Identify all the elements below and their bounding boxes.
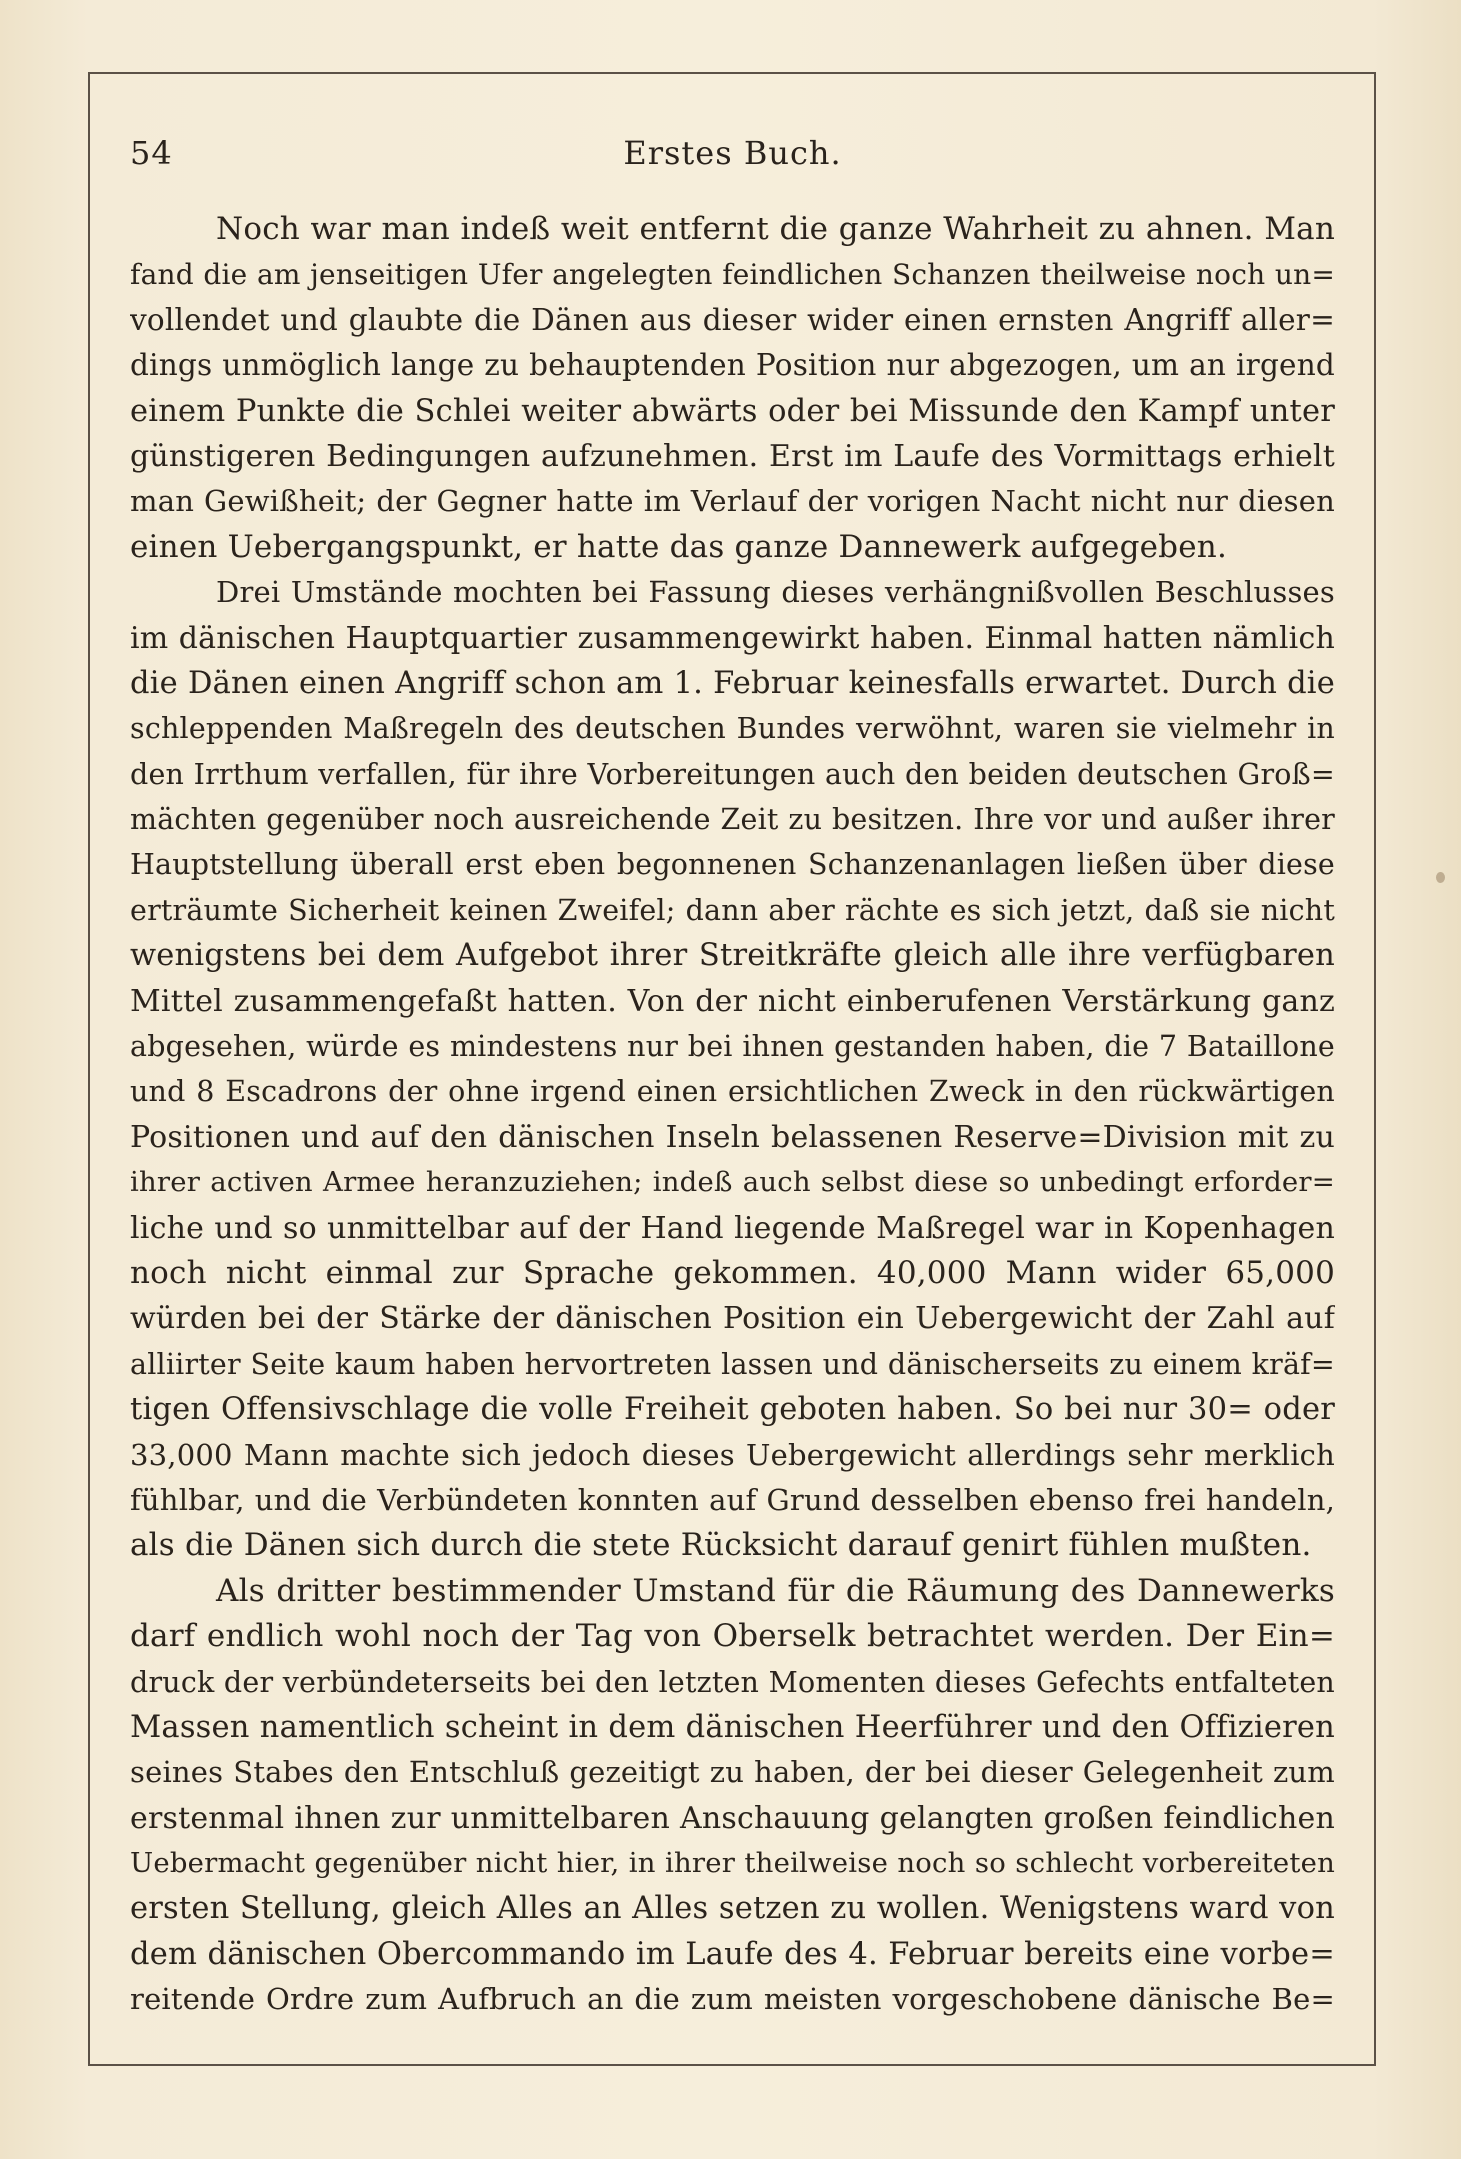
- text-line: Hauptstellung überall erst eben begonnenen Schanzenanlagen ließen über diese: [130, 848, 1335, 882]
- text-line: vollendet und glaubte die Dänen aus dieser wider einen ernsten Angriff aller=: [130, 302, 1335, 337]
- text-line: abgesehen, würde es mindestens nur bei ihnen gestanden haben, die 7 Bataillone: [130, 1030, 1335, 1064]
- text-line: im dänischen Hauptquartier zusammengewirkt haben. Einmal hatten nämlich: [130, 620, 1335, 656]
- text-line: Noch war man indeß weit entfernt die ganze Wahrheit zu ahnen. Man: [216, 211, 1335, 247]
- text-line: tigen Offensivschlage die volle Freiheit geboten haben. So bei nur 30= oder: [130, 1392, 1335, 1428]
- text-line: fand die am jenseitigen Ufer angelegten feindlichen Schanzen theilweise noch un=: [130, 258, 1335, 292]
- text-line: druck der verbündeterseits bei den letzten Momenten dieses Gefechts entfalteten: [130, 1665, 1335, 1699]
- text-line: man Gewißheit; der Gegner hatte im Verlauf der vorigen Nacht nicht nur diesen: [130, 484, 1335, 519]
- page-header: [130, 128, 1335, 178]
- page-number: 54: [130, 134, 173, 172]
- text-line: Positionen und auf den dänischen Inseln belassenen Reserve=Division mit zu: [130, 1119, 1335, 1155]
- text-line: mächten gegenüber noch ausreichende Zeit zu besitzen. Ihre vor und außer ihrer: [130, 803, 1335, 837]
- running-title: Erstes Buch.: [623, 134, 842, 172]
- text-line: als die Dänen sich durch die stete Rücksicht darauf genirt fühlen mußten.: [130, 1527, 1312, 1564]
- text-line: Massen namentlich scheint in dem dänischen Heerführer und den Offizieren: [130, 1709, 1335, 1745]
- text-line: einem Punkte die Schlei weiter abwärts oder bei Missunde den Kampf unter: [130, 393, 1335, 429]
- text-line: Uebermacht gegenüber nicht hier, in ihrer theilweise noch so schlecht vorbereiteten: [130, 1847, 1335, 1880]
- text-line: würden bei der Stärke der dänischen Position ein Uebergewicht der Zahl auf: [130, 1301, 1335, 1337]
- text-line: noch nicht einmal zur Sprache gekommen. 40,000 Mann wider 65,000: [130, 1254, 1335, 1291]
- text-line: erstenmal ihnen zur unmittelbaren Anschauung gelangten großen feindlichen: [130, 1800, 1335, 1836]
- text-line: schleppenden Maßregeln des deutschen Bundes verwöhnt, waren sie vielmehr in: [130, 712, 1335, 746]
- text-line: reitende Ordre zum Aufbruch an die zum meisten vorgeschobene dänische Be=: [130, 1982, 1335, 2017]
- text-line: den Irrthum verfallen, für ihre Vorbereitungen auch den beiden deutschen Groß=: [130, 757, 1335, 791]
- text-line: die Dänen einen Angriff schon am 1. Februar keinesfalls erwartet. Durch die: [130, 665, 1335, 701]
- text-line: erträumte Sicherheit keinen Zweifel; dann aber rächte es sich jetzt, daß sie nicht: [130, 893, 1335, 927]
- text-line: ihrer activen Armee heranzuziehen; indeß auch selbst diese so unbedingt erforder=: [130, 1166, 1335, 1199]
- text-line: Drei Umstände mochten bei Fassung dieses verhängnißvollen Beschlusses: [216, 575, 1335, 610]
- text-line: wenigstens bei dem Aufgebot ihrer Streitkräfte gleich alle ihre verfügbaren: [130, 938, 1335, 974]
- text-line: dem dänischen Obercommando im Laufe des 4. Februar bereits eine vorbe=: [130, 1936, 1335, 1972]
- text-line: liche und so unmittelbar auf der Hand liegende Maßregel war in Kopenhagen: [130, 1210, 1335, 1246]
- text-line: darf endlich wohl noch der Tag von Oberselk betrachtet werden. Der Ein=: [130, 1618, 1335, 1655]
- text-line: alliirter Seite kaum haben hervortreten lassen und dänischerseits zu einem kräf=: [130, 1347, 1335, 1381]
- body-text: [130, 207, 1335, 2023]
- paper-speck: [1436, 872, 1445, 883]
- text-line: seines Stabes den Entschluß gezeitigt zu haben, der bei dieser Gelegenheit zum: [130, 1755, 1335, 1790]
- text-line: dings unmöglich lange zu behauptenden Position nur abgezogen, um an irgend: [130, 348, 1335, 383]
- text-line: Als dritter bestimmender Umstand für die Räumung des Dannewerks: [216, 1572, 1335, 1609]
- text-line: günstigeren Bedingungen aufzunehmen. Erst im Laufe des Vormittags erhielt: [130, 438, 1335, 474]
- text-line: einen Uebergangspunkt, er hatte das ganze Dannewerk aufgegeben.: [130, 528, 1227, 565]
- text-line: Mittel zusammengefaßt hatten. Von der nicht einberufenen Verstärkung ganz: [130, 983, 1335, 1019]
- text-line: ersten Stellung, gleich Alles an Alles setzen zu wollen. Wenigstens ward von: [130, 1891, 1335, 1927]
- text-line: fühlbar, und die Verbündeten konnten auf Grund desselben ebenso frei handeln,: [130, 1482, 1335, 1517]
- text-line: 33,000 Mann machte sich jedoch dieses Uebergewicht allerdings sehr merklich: [130, 1437, 1335, 1472]
- text-line: und 8 Escadrons der ohne irgend einen ersichtlichen Zweck in den rückwärtigen: [130, 1075, 1335, 1109]
